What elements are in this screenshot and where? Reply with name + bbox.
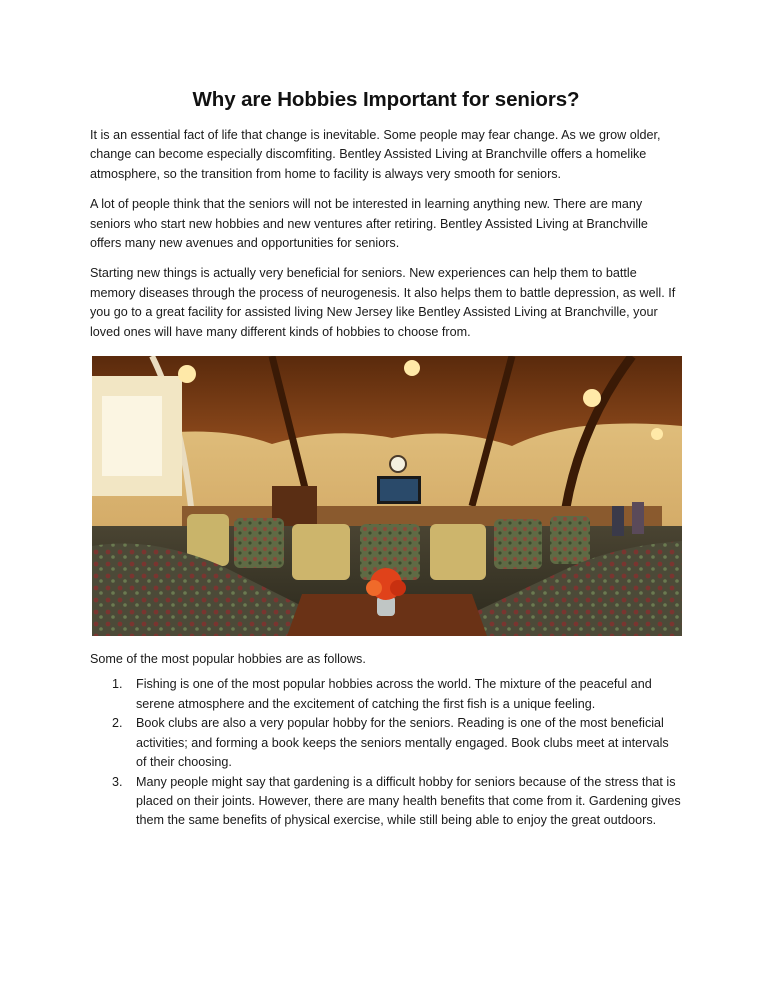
document-page <box>90 88 682 831</box>
list-number: 3. <box>112 774 123 789</box>
list-text: Fishing is one of the most popular hobbies across the world. The mixture of the peaceful and serene atmosphere and the excitement of catching the first fish is a unique feeling. <box>136 677 652 711</box>
paragraph-1: It is an essential fact of life that change is inevitable. Some people may fear change. As we grow older, change can become especially discomfiting. Bentley Assisted Living at Branchville offers a homelike atmosphere, so the transition from home to facility is always very smooth for seniors. <box>90 128 661 181</box>
lounge-photo <box>92 356 682 636</box>
paragraph-2: A lot of people think that the seniors will not be interested in learning anything new. There are many seniors who start new hobbies and new ventures after retiring. Bentley Assisted Living at Branchville offers many new avenues and opportunities for seniors. <box>90 197 648 251</box>
paragraph-3: Starting new things is actually very beneficial for seniors. New experiences can help them to battle memory diseases through the process of neurogenesis. It also helps them to battle depression, as well. If you go to a great facility for assisted living New Jersey like Bentley Assisted Living at Branchville, your loved ones will have many different kinds of hobbies to choose from. <box>90 266 676 339</box>
list-item <box>90 675 682 714</box>
lounge-illustration <box>92 356 682 636</box>
list-intro: Some of the most popular hobbies are as follows. <box>90 652 366 667</box>
list-number: 2. <box>112 716 123 731</box>
list-item <box>90 773 682 831</box>
hobbies-list <box>90 675 682 830</box>
list-text: Book clubs are also a very popular hobby for the seniors. Reading is one of the most beneficial activities; and forming a book keeps the seniors mentally engaged. Book clubs meet at intervals of their choosing. <box>136 716 669 770</box>
document-title: Why are Hobbies Important for seniors? <box>192 88 580 111</box>
list-text: Many people might say that gardening is a difficult hobby for seniors because of the stress that is placed on their joints. However, there are many health benefits that come from it. Gardening gives them the same benefits of physical exercise, while still being able to enjoy the great outdoors. <box>136 774 681 828</box>
list-number: 1. <box>112 677 123 692</box>
list-item <box>90 714 682 772</box>
